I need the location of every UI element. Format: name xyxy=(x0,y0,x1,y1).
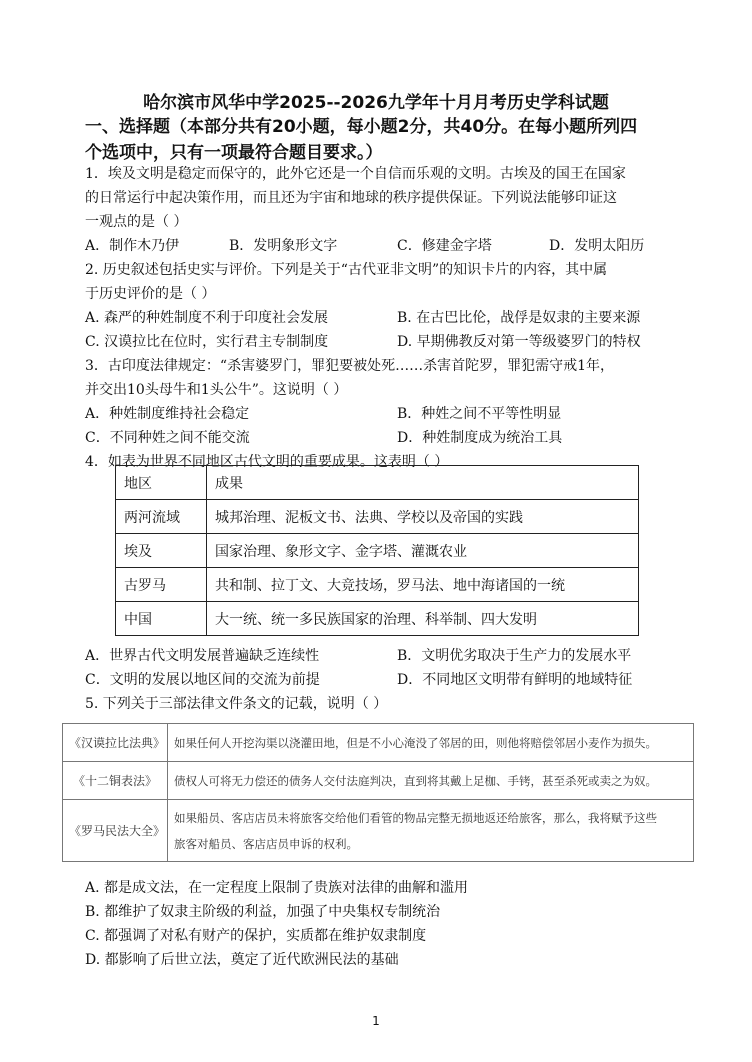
q4-option-c: C．文明的发展以地区间的交流为前提 xyxy=(85,672,320,688)
table-row xyxy=(116,500,639,534)
q5-option-a: A. 都是成文法，在一定程度上限制了贵族对法律的曲解和滥用 xyxy=(85,880,469,896)
law-text-line2: 旅客对船员、客店店员申诉的权利。 xyxy=(174,836,358,851)
q2-option-b: B. 在古巴比伦，战俘是奴隶的主要来源 xyxy=(397,310,641,326)
q5-option-c: C. 都强调了对私有财产的保护，实质都在维护奴隶制度 xyxy=(85,928,427,944)
law-name-cell: 《汉谟拉比法典》 xyxy=(63,724,168,762)
table-cell-region: 埃及 xyxy=(116,534,207,568)
table-row xyxy=(116,602,639,636)
table-cell-region: 中国 xyxy=(116,602,207,636)
q1-stem-line3: 一观点的是（ ） xyxy=(85,214,188,230)
q3-option-d: D．种姓制度成为统治工具 xyxy=(397,430,563,446)
section-heading xyxy=(85,114,685,166)
table-row xyxy=(63,724,694,762)
q2-stem-line2: 于历史评价的是（ ） xyxy=(85,286,216,302)
table-row xyxy=(63,762,694,800)
q1-option-c: C．修建金字塔 xyxy=(397,238,492,254)
law-name-cell: 《十二铜表法》 xyxy=(63,762,168,800)
q5-stem-line1: 5. 下列关于三部法律文件条文的记载，说明（ ） xyxy=(85,696,388,712)
table-header-cell: 成果 xyxy=(207,466,639,500)
table-header-row xyxy=(116,466,639,500)
q3-stem-line1: 3．古印度法律规定：“杀害婆罗门，罪犯要被处死……杀害首陀罗，罪犯需守戒1年， xyxy=(85,358,614,374)
q4-option-a: A．世界古代文明发展普遍缺乏连续性 xyxy=(85,648,320,664)
page-number: 1 xyxy=(372,1014,380,1028)
table-header-cell: 地区 xyxy=(116,466,207,500)
section-heading-line2: 个选项中，只有一项最符合题目要求。） xyxy=(85,143,383,163)
q4-option-b: B．文明优劣取决于生产力的发展水平 xyxy=(397,648,632,664)
q3-option-c: C．不同种姓之间不能交流 xyxy=(85,430,250,446)
q3-stem-line2: 并交出10头母牛和1头公牛”。这说明（ ） xyxy=(85,382,348,398)
q1-option-a: A．制作木乃伊 xyxy=(85,238,180,254)
q2-option-a: A. 森严的种姓制度不利于印度社会发展 xyxy=(85,310,329,326)
q5-law-table xyxy=(62,723,694,862)
q3-option-a: A．种姓制度维持社会稳定 xyxy=(85,406,250,422)
table-row xyxy=(63,800,694,862)
q3-option-b: B．种姓之间不平等性明显 xyxy=(397,406,562,422)
law-text-line1: 如果船员、客店店员未将旅客交给他们看管的物品完整无损地返还给旅客，那么，我将赋予这些 xyxy=(174,810,657,825)
table-cell-region: 古罗马 xyxy=(116,568,207,602)
law-text-cell xyxy=(168,800,694,862)
q4-option-d: D．不同地区文明带有鲜明的地域特征 xyxy=(397,672,633,688)
table-cell-achievement: 国家治理、象形文字、金字塔、灌溉农业 xyxy=(207,534,639,568)
q5-option-d: D. 都影响了后世立法，奠定了近代欧洲民法的基础 xyxy=(85,952,399,968)
law-text-cell: 如果任何人开挖沟渠以浇灌田地，但是不小心淹没了邻居的田，则他将赔偿邻居小麦作为损失。 xyxy=(168,724,694,762)
law-text-cell: 债权人可将无力偿还的债务人交付法庭判决，直到将其戴上足枷、手铐，甚至杀死或卖之为奴。 xyxy=(168,762,694,800)
q1-option-d: D．发明太阳历 xyxy=(549,238,645,254)
q2-option-c: C. 汉谟拉比在位时，实行君主专制制度 xyxy=(85,334,329,350)
table-cell-achievement: 城邦治理、泥板文书、法典、学校以及帝国的实践 xyxy=(207,500,639,534)
q4-achievement-table xyxy=(115,465,639,636)
q2-option-d: D. 早期佛教反对第一等级婆罗门的特权 xyxy=(397,334,641,350)
q1-stem-line1: 1．埃及文明是稳定而保守的，此外它还是一个自信而乐观的文明。古埃及的国王在国家 xyxy=(85,166,626,182)
section-heading-line1: 一、选择题（本部分共有20小题，每小题2分，共40分。在每小题所列四 xyxy=(85,117,638,137)
table-cell-achievement: 共和制、拉丁文、大竞技场，罗马法、地中海诸国的一统 xyxy=(207,568,639,602)
table-row xyxy=(116,534,639,568)
table-row xyxy=(116,568,639,602)
table-cell-region: 两河流域 xyxy=(116,500,207,534)
q2-stem-line1: 2. 历史叙述包括史实与评价。下列是关于“古代亚非文明”的知识卡片的内容，其中属 xyxy=(85,262,608,278)
table-cell-achievement: 大一统、统一多民族国家的治理、科举制、四大发明 xyxy=(207,602,639,636)
q1-option-b: B．发明象形文字 xyxy=(229,238,338,254)
q5-option-b: B. 都维护了奴隶主阶级的利益，加强了中央集权专制统治 xyxy=(85,904,441,920)
q4-stem-line1: 4．如表为世界不同地区古代文明的重要成果。这表明（ ） xyxy=(85,454,449,470)
page-title: 哈尔滨市风华中学2025--2026九学年十月月考历史学科试题 xyxy=(143,93,609,113)
law-name-cell: 《罗马民法大全》 xyxy=(63,800,168,862)
q1-stem-line2: 的日常运行中起决策作用，而且还为宇宙和地球的秩序提供保证。下列说法能够印证这 xyxy=(85,190,617,206)
